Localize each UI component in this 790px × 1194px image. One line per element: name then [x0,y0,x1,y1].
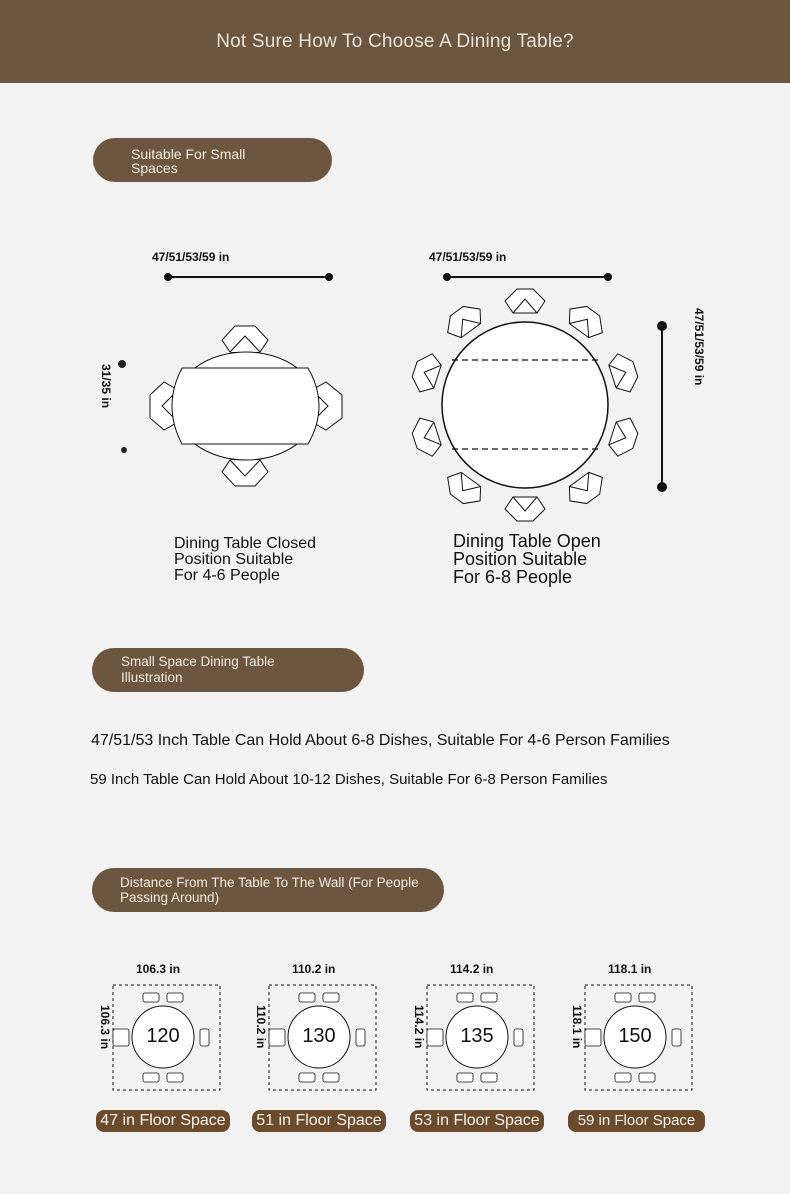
closed-depth-label: 31/35 in [99,364,113,409]
section-pill-illustration [92,648,364,692]
layout-width-label: 114.2 in [450,962,494,976]
closed-caption-line-3: For 4-6 People [174,567,280,584]
section-pill-label: Distance From The Table To The Wall (For People Passing Around) [120,875,419,905]
floor-space-badge: 53 in Floor Space [410,1110,544,1132]
table-size-number: 135 [460,1025,494,1047]
floor-space-badge: 51 in Floor Space [252,1110,386,1132]
closed-width-label: 47/51/53/59 in [152,250,230,264]
chair-icon [606,414,641,459]
table-size-number: 150 [618,1025,652,1047]
chair-icon [505,289,545,313]
open-width-label: 47/51/53/59 in [429,250,507,264]
closed-caption-line-1: Dining Table Closed [174,535,317,552]
open-caption-line-2: Position Suitable [453,549,588,569]
dishes-line-2: 59 Inch Table Can Hold About 10-12 Dishes, Suitable For 6-8 Person Families [90,771,608,788]
closed-caption-line-2: Position Suitable [174,551,294,568]
layout-side-label: 106.3 in [98,1005,112,1050]
layout-side-label: 114.2 in [412,1005,426,1049]
section-pill-label: Small Space Dining Table Illustration [121,654,275,685]
open-caption-line-1: Dining Table Open [453,531,601,551]
section-pill-label: Suitable For Small Spaces [131,146,246,176]
chair-icon [606,350,641,395]
dishes-line-1: 47/51/53 Inch Table Can Hold About 6-8 Dishes, Suitable For 4-6 Person Families [91,732,670,749]
floor-space-badge: 47 in Floor Space [96,1110,230,1132]
chair-icon [408,414,443,459]
chair-icon [505,497,545,521]
chair-icon [408,350,443,395]
layout-side-label: 110.2 in [254,1005,268,1049]
layout-width-label: 118.1 in [608,962,652,976]
table-size-number: 130 [302,1025,336,1047]
layout-width-label: 106.3 in [136,962,181,976]
layout-width-label: 110.2 in [292,962,336,976]
open-depth-label: 47/51/53/59 in [692,308,706,386]
floor-space-badge: 59 in Floor Space [568,1110,705,1132]
page-title: Not Sure How To Choose A Dining Table? [216,30,574,52]
table-size-number: 120 [146,1025,180,1047]
open-caption-line-3: For 6-8 People [453,567,573,587]
section-pill-distance [92,868,444,912]
open-caption [453,532,601,586]
layout-side-label: 118.1 in [570,1005,584,1049]
